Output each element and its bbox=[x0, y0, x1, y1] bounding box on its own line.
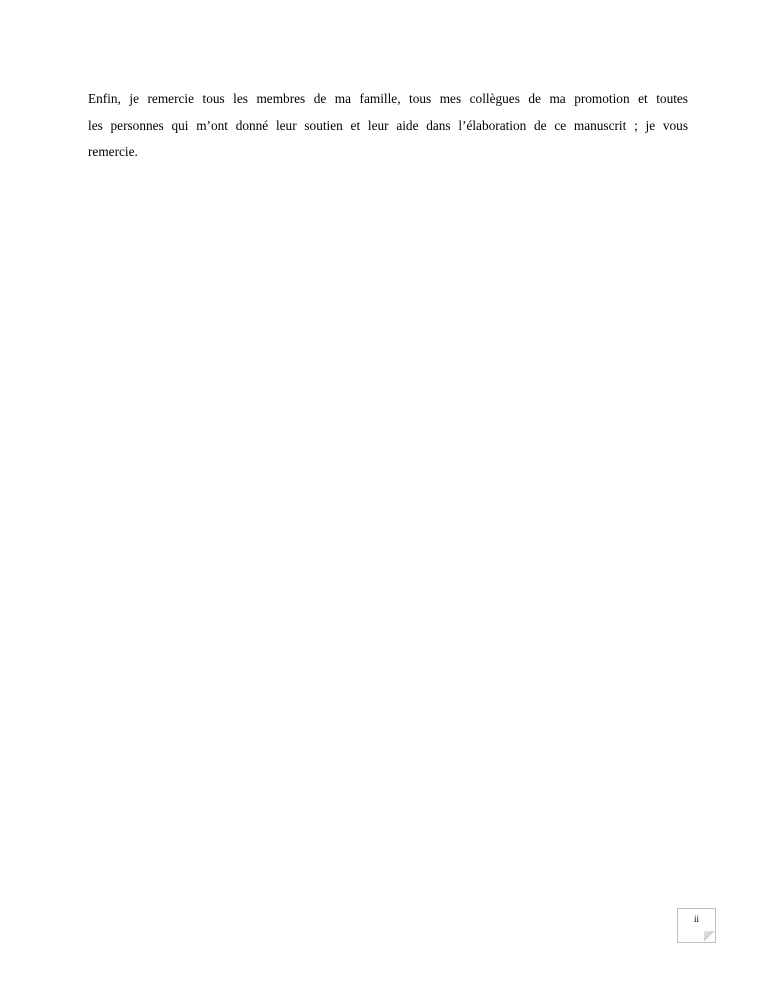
acknowledgement-paragraph bbox=[88, 86, 688, 166]
paragraph-line-3: remercie. bbox=[88, 144, 138, 159]
page-number-box bbox=[677, 908, 716, 943]
page-curl-icon bbox=[704, 931, 715, 942]
page-number: ii bbox=[693, 914, 699, 924]
paragraph-line-1: Enfin, je remercie tous les membres de ma famille, tous mes collègues de ma promotion et toutes bbox=[88, 91, 688, 106]
paragraph-line-2: les personnes qui m’ont donné leur soutien et leur aide dans l’élaboration de ce manuscrit ; je vous bbox=[88, 117, 688, 133]
